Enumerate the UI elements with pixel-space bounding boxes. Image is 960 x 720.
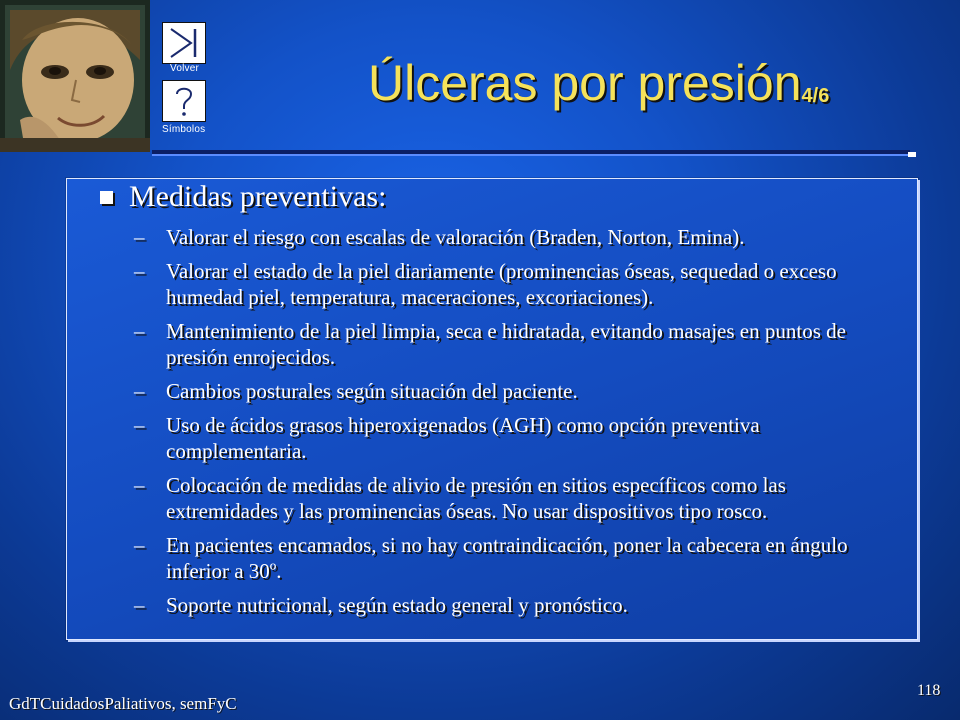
list-item-text: Colocación de medidas de alivio de presión en sitios específicos como las extremidades y las prominencias óseas. No usar dispositivos tipo rosco. [166, 473, 786, 523]
portrait-painting [0, 0, 150, 152]
section-heading-text: Medidas preventivas: [129, 180, 387, 213]
list-item-text: Valorar el estado de la piel diariamente (prominencias óseas, sequedad o exceso humedad piel, temperatura, maceraciones, excoriaciones). [166, 259, 837, 309]
list-item-text: Uso de ácidos grasos hiperoxigenados (AGH) como opción preventiva complementaria. [166, 413, 760, 463]
footer-org: GdTCuidadosPaliativos, semFyC [9, 694, 237, 713]
list-item-text: Cambios posturales según situación del paciente. [166, 379, 578, 403]
list-item-text: En pacientes encamados, si no hay contraindicación, poner la cabecera en ángulo inferior a 30º. [166, 533, 848, 583]
question-mark-icon [163, 81, 205, 121]
dash-marker: – [134, 533, 145, 557]
dash-marker: – [134, 225, 145, 249]
measures-list [134, 224, 894, 626]
skip-back-icon [163, 23, 205, 63]
list-item-text: Soporte nutricional, según estado general y pronóstico. [166, 593, 628, 617]
section-heading [100, 180, 386, 214]
list-item [134, 378, 894, 404]
list-item [134, 412, 894, 464]
dash-marker: – [134, 593, 145, 617]
dash-marker: – [134, 379, 145, 403]
slide-title-text: Úlceras por presión [368, 55, 802, 111]
page-number: 118 [917, 682, 941, 699]
list-item [134, 472, 894, 524]
list-item [134, 592, 894, 618]
square-bullet-icon [100, 191, 113, 204]
list-item [134, 532, 894, 584]
dash-marker: – [134, 259, 145, 283]
symbols-button[interactable] [162, 80, 206, 122]
slide-title [368, 55, 830, 111]
list-item [134, 318, 894, 370]
list-item [134, 258, 894, 310]
list-item-text: Valorar el riesgo con escalas de valoración (Braden, Norton, Emina). [166, 225, 745, 249]
symbols-label: Símbolos [162, 124, 206, 135]
title-divider-end [908, 152, 916, 157]
dash-marker: – [134, 319, 145, 343]
back-label: Volver [170, 63, 199, 74]
title-divider [152, 150, 910, 154]
list-item [134, 224, 894, 250]
slide-title-fraction: 4/6 [801, 85, 830, 107]
back-button[interactable] [162, 22, 206, 64]
dash-marker: – [134, 413, 145, 437]
list-item-text: Mantenimiento de la piel limpia, seca e hidratada, evitando masajes en puntos de presión enrojecidos. [166, 319, 846, 369]
dash-marker: – [134, 473, 145, 497]
